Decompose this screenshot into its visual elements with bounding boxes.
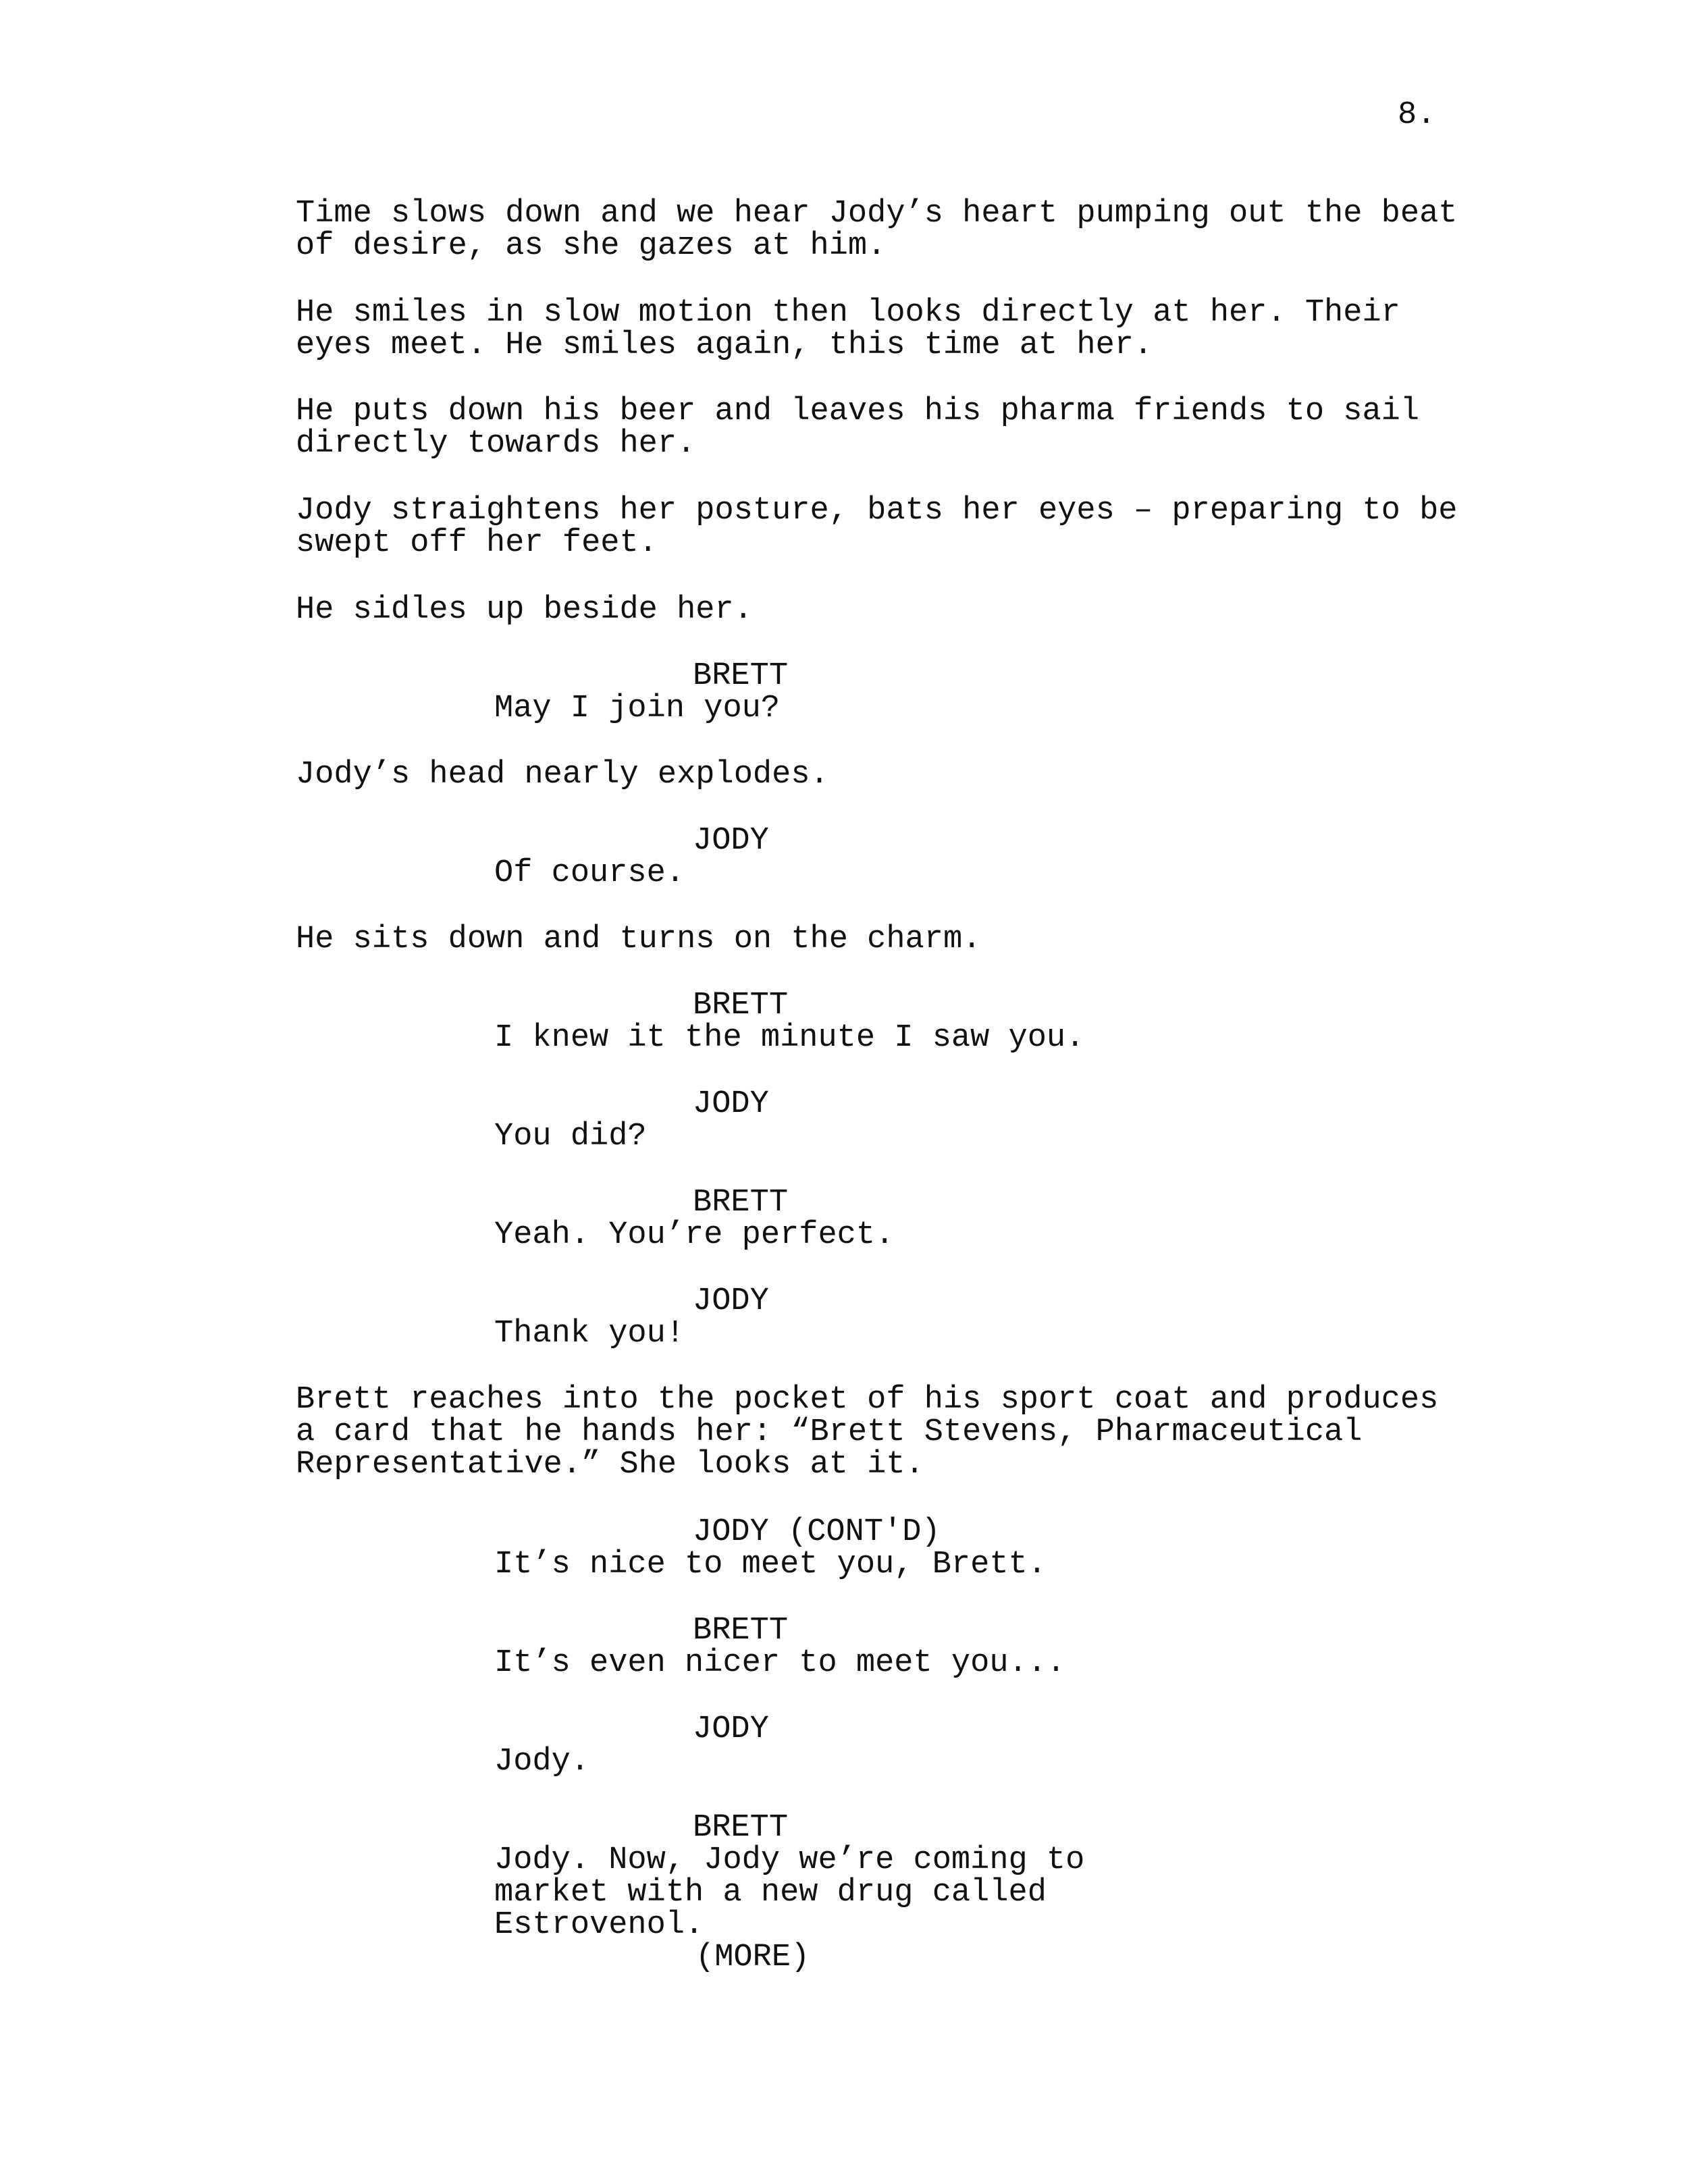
action-line: Jody straightens her posture, bats her eyes – preparing to be swept off her feet. [296,493,1458,561]
character-name: JODY [693,1711,769,1747]
dialogue-line: You did? [494,1119,647,1154]
action-line: He sits down and turns on the charm. [296,922,982,957]
dialogue-line: May I join you? [494,691,781,726]
dialogue-line: Jody. Now, Jody we’re coming to market with a new drug called Estrovenol. [494,1842,1085,1943]
action-line: Brett reaches into the pocket of his sport coat and produces a card that he hands her: “Brett Stevens, Pharmaceutical Representative.” She looks at it. [296,1382,1439,1483]
action-line: Jody’s head nearly explodes. [296,757,829,793]
character-name: BRETT [693,658,789,694]
dialogue-line: Thank you! [494,1316,685,1352]
dialogue-line: Yeah. You’re perfect. [494,1217,895,1253]
page-number: 8. [1398,97,1436,133]
dialogue-line: Of course. [494,855,685,891]
character-name: JODY [693,823,769,859]
character-name: BRETT [693,1185,789,1221]
character-name: JODY [693,1283,769,1319]
action-line: He sidles up beside her. [296,592,753,628]
more-marker: (MORE) [695,1940,810,1975]
dialogue-line: It’s even nicer to meet you... [494,1645,1066,1681]
dialogue-line: I knew it the minute I saw you. [494,1020,1085,1056]
dialogue-line: Jody. [494,1744,590,1780]
action-line: He smiles in slow motion then looks directly at her. Their eyes meet. He smiles again, this time at her. [296,295,1400,363]
character-name: BRETT [693,988,789,1023]
character-name: JODY [693,1086,769,1122]
character-name: BRETT [693,1613,789,1649]
character-name: JODY (CONT'D) [693,1514,941,1550]
character-name: BRETT [693,1810,789,1846]
dialogue-line: It’s nice to meet you, Brett. [494,1547,1047,1582]
action-line: Time slows down and we hear Jody’s heart pumping out the beat of desire, as she gazes at him. [296,196,1458,264]
action-line: He puts down his beer and leaves his pharma friends to sail directly towards her. [296,394,1420,462]
